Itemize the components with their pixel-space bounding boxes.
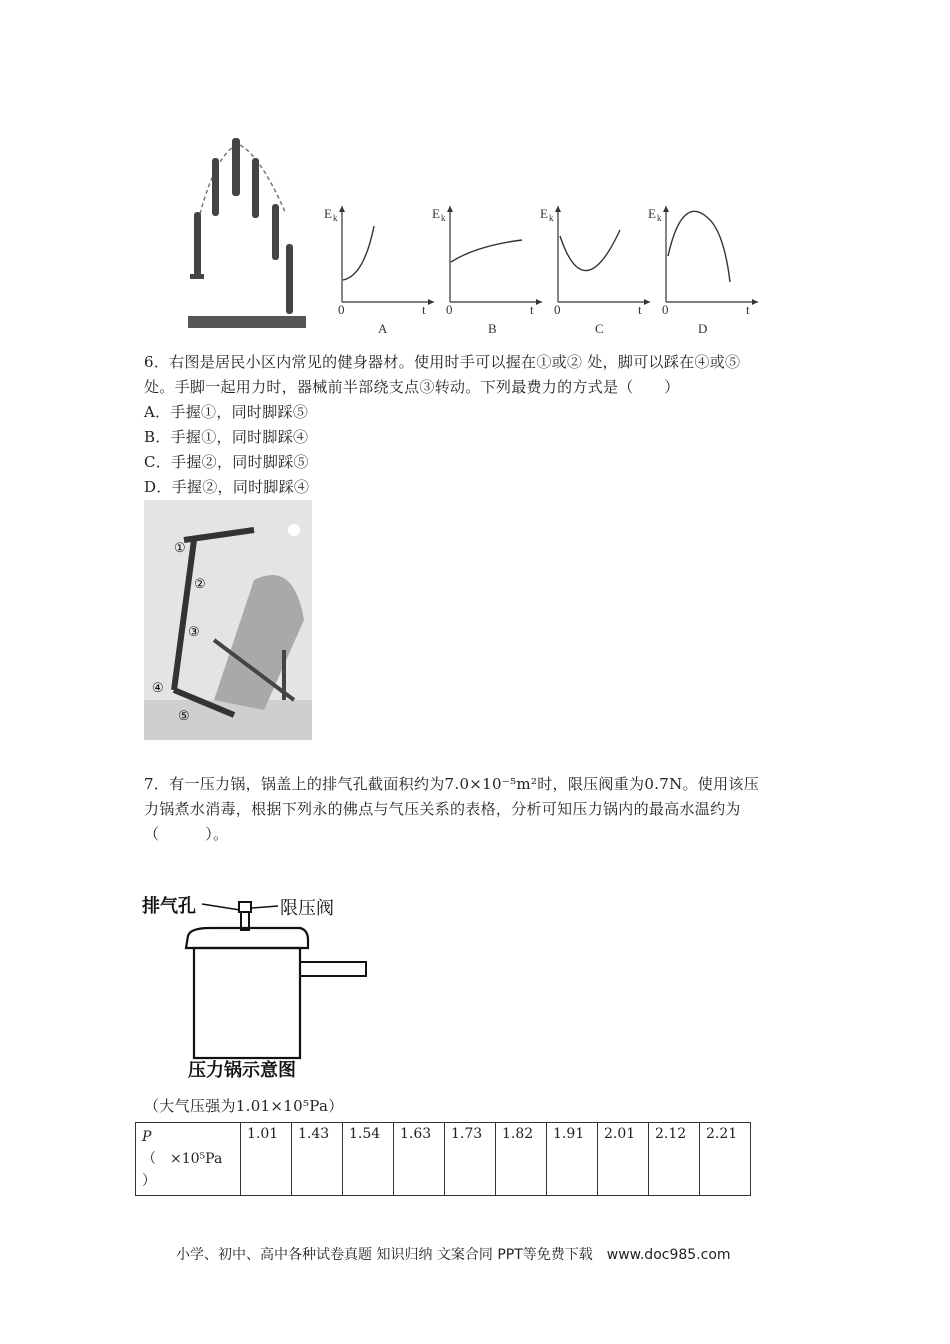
marker-5: ⑤ [178,709,190,724]
table-cell: 1.63 [394,1123,445,1196]
question-6-option-c: C．手握②，同时脚踩⑤ [144,453,309,471]
label-exhaust-hole: 排气孔 [142,896,196,917]
table-header-line-1: P [142,1129,152,1145]
pressure-cooker-diagram [140,884,380,1084]
marker-2: ② [194,577,206,592]
question-6-option-d: D．手握②，同时脚踩④ [144,478,310,496]
table-cell: 2.21 [700,1123,751,1196]
table-cell: 1.43 [292,1123,343,1196]
marker-3: ③ [188,625,200,640]
table-row [136,1123,751,1196]
question-7-line-3: （ ）。 [144,825,229,843]
question-6-option-b: B．手握①，同时脚踩④ [144,428,309,446]
table-header-cell [136,1123,241,1196]
question-6-line-1: 6．右图是居民小区内常见的健身器材。使用时手可以握在①或② 处，脚可以踩在④或⑤ [144,353,741,371]
graph-a-xlabel: t [422,302,426,317]
graph-a-caption: A [378,321,388,336]
fitness-equipment-photo [144,500,312,740]
graph-d-ysub: k [657,213,662,223]
table-cell: 1.54 [343,1123,394,1196]
graph-b-ysub: k [441,213,446,223]
graph-d-xlabel: t [746,302,750,317]
ek-time-graphs [316,196,770,342]
graph-d-origin: 0 [662,302,669,317]
marker-1: ① [174,541,186,556]
graph-c-caption: C [595,321,604,336]
graph-b-ylabel: E [432,206,440,221]
jump-sequence-figure [186,134,312,332]
table-cell: 1.82 [496,1123,547,1196]
graph-b-origin: 0 [446,302,453,317]
graph-c-ylabel: E [540,206,548,221]
graph-c-ysub: k [549,213,554,223]
pressure-values-table [135,1122,751,1196]
graph-c-origin: 0 [554,302,561,317]
graph-a-ylabel: E [324,206,332,221]
graph-b-xlabel: t [530,302,534,317]
graph-d-caption: D [698,321,708,336]
pressure-cooker-caption: 压力锅示意图 [188,1060,296,1081]
question-7-line-1: 7．有一压力锅，锅盖上的排气孔截面积约为7.0×10⁻⁵m²时，限压阀重为0.7N。使用该压 [144,775,760,793]
page-footer: 小学、初中、高中各种试卷真题 知识归纳 文案合同 PPT等免费下载 www.doc985.com [176,1247,731,1263]
graph-b [432,206,542,336]
graph-d-ylabel: E [648,206,656,221]
graph-a [324,206,434,336]
question-6-line-2: 处。手脚一起用力时，器械前半部绕支点③转动。下列最费力的方式是（ ） [144,378,680,396]
table-cell: 1.01 [241,1123,292,1196]
graph-c [540,206,650,336]
graph-d [648,206,758,336]
atmospheric-pressure-note: （大气压强为1.01×10⁵Pa） [144,1097,344,1115]
graph-a-origin: 0 [338,302,345,317]
table-header-line-3: ） [142,1173,156,1189]
table-cell: 1.91 [547,1123,598,1196]
graph-b-caption: B [488,321,497,336]
pressure-table [135,1122,751,1196]
label-pressure-valve: 限压阀 [280,898,334,919]
table-header-line-2: （ ×10⁵Pa [142,1151,223,1167]
marker-4: ④ [152,681,164,696]
graph-c-xlabel: t [638,302,642,317]
question-6-option-a: A．手握①，同时脚踩⑤ [144,403,309,421]
table-cell: 2.12 [649,1123,700,1196]
graph-a-ysub: k [333,213,338,223]
table-cell: 1.73 [445,1123,496,1196]
table-cell: 2.01 [598,1123,649,1196]
question-7-line-2: 力锅煮水消毒，根据下列永的佛点与气压关系的表格，分析可知压力锅内的最高水温约为 [144,800,741,818]
question-7-text [144,772,824,847]
question-6-text [144,350,824,500]
